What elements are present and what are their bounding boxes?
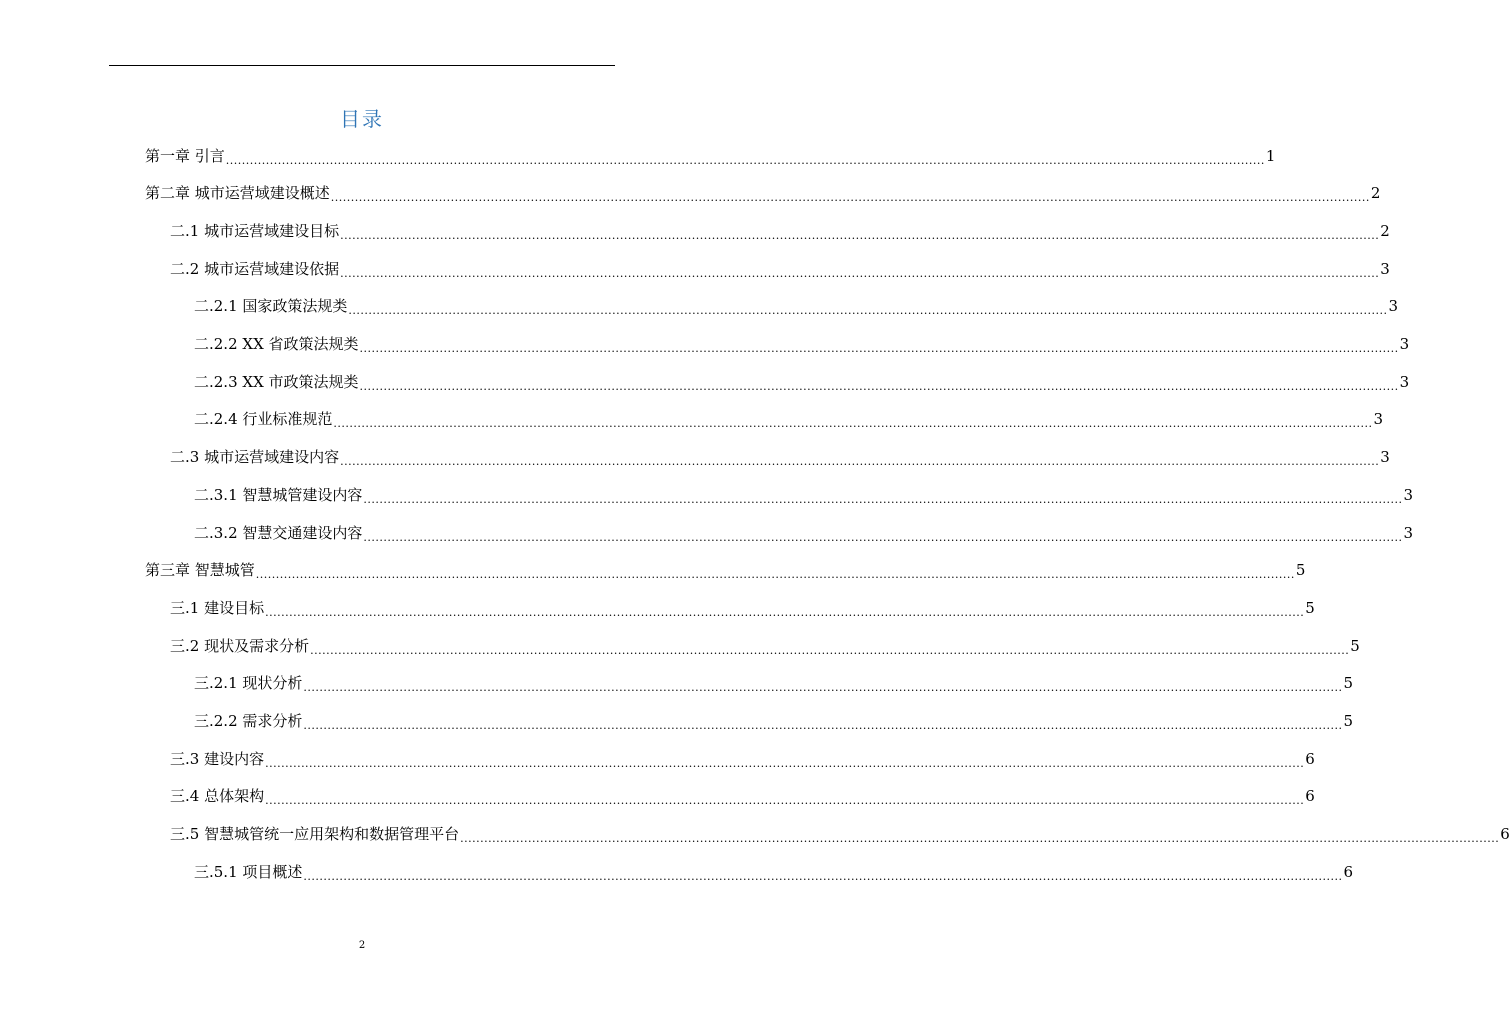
toc-entry-page-number: 5	[1305, 598, 1315, 617]
toc-entry-label: 第三章 智慧城管	[145, 561, 255, 580]
toc-entry-page-number: 3	[1380, 259, 1390, 278]
toc-entry[interactable]	[194, 364, 1410, 400]
toc-title: 目录	[340, 107, 384, 131]
toc-dot-leader: ....................................................................................................................................................................................................................................................................	[340, 266, 1380, 280]
toc-entry-page-number: 5	[1343, 712, 1354, 730]
toc-entry-label: 第二章 城市运营域建设概述	[145, 184, 330, 203]
toc-entry-label: 二.2.3 XX 市政策法规类	[194, 372, 359, 391]
toc-dot-leader: ....................................................................................................................................................................................................................................................................	[303, 719, 1343, 732]
toc-entry-page-number: 3	[1388, 297, 1399, 316]
toc-entry-label: 二.3.2 智慧交通建设内容	[194, 523, 363, 542]
toc-entry[interactable]	[145, 138, 1276, 174]
toc-dot-leader: ....................................................................................................................................................................................................................................................................	[225, 153, 1265, 167]
toc-entry[interactable]	[170, 590, 1315, 626]
toc-entry-label: 三.2 现状及需求分析	[170, 636, 310, 655]
toc-entry-page-number: 3	[1399, 335, 1410, 353]
toc-entry-page-number: 3	[1373, 410, 1384, 429]
toc-entry-page-number: 3	[1403, 485, 1414, 504]
toc-entry-label: 三.5 智慧城管统一应用架构和数据管理平台	[170, 825, 460, 844]
toc-entry-label: 二.2.4 行业标准规范	[194, 410, 333, 429]
toc-entry-label: 三.2.2 需求分析	[194, 712, 303, 730]
toc-dot-leader: ....................................................................................................................................................................................................................................................................	[348, 304, 1388, 318]
toc-entry-page-number: 6	[1305, 749, 1315, 768]
toc-dot-leader: ....................................................................................................................................................................................................................................................................	[330, 191, 1370, 205]
toc-entry[interactable]	[170, 817, 1510, 853]
toc-entry-page-number: 3	[1403, 523, 1414, 542]
toc-entry-label: 二.2.2 XX 省政策法规类	[194, 335, 359, 353]
toc-entry-label: 三.1 建设目标	[170, 598, 265, 617]
toc-entry-page-number: 2	[1380, 221, 1390, 240]
toc-entry-label: 三.5.1 项目概述	[194, 862, 303, 881]
toc-entry-page-number: 3	[1380, 448, 1390, 467]
toc-entry-page-number: 5	[1295, 561, 1306, 580]
toc-entry-page-number: 3	[1399, 372, 1410, 391]
toc-dot-leader: ....................................................................................................................................................................................................................................................................	[340, 228, 1380, 242]
toc-dot-leader: ....................................................................................................................................................................................................................................................................	[255, 568, 1295, 582]
toc-entry[interactable]	[194, 327, 1410, 363]
toc-dot-leader: ....................................................................................................................................................................................................................................................................	[333, 417, 1373, 431]
toc-entry-page-number: 5	[1350, 636, 1360, 655]
toc-entry-label: 三.3 建设内容	[170, 749, 265, 768]
toc-dot-leader: ....................................................................................................................................................................................................................................................................	[460, 832, 1500, 846]
toc-dot-leader: ....................................................................................................................................................................................................................................................................	[265, 756, 1305, 770]
header-rule	[109, 65, 615, 66]
toc-entry[interactable]	[170, 779, 1315, 815]
toc-dot-leader: ....................................................................................................................................................................................................................................................................	[310, 643, 1350, 657]
toc-entry-label: 三.4 总体架构	[170, 787, 265, 806]
toc-entry[interactable]	[170, 213, 1390, 249]
toc-entry[interactable]	[170, 741, 1315, 777]
toc-entry[interactable]	[170, 440, 1390, 476]
toc-dot-leader: ....................................................................................................................................................................................................................................................................	[265, 794, 1305, 808]
toc-entry-label: 二.2.1 国家政策法规类	[194, 297, 348, 316]
toc-entry[interactable]	[145, 553, 1306, 589]
toc-entry-page-number: 6	[1305, 787, 1315, 806]
toc-entry-page-number: 6	[1343, 862, 1354, 881]
toc-entry[interactable]	[194, 854, 1354, 890]
toc-dot-leader: ....................................................................................................................................................................................................................................................................	[303, 681, 1343, 695]
toc-dot-leader: ....................................................................................................................................................................................................................................................................	[359, 379, 1399, 393]
toc-entry[interactable]	[194, 515, 1414, 551]
toc-dot-leader: ....................................................................................................................................................................................................................................................................	[363, 492, 1403, 506]
toc-dot-leader: ....................................................................................................................................................................................................................................................................	[265, 605, 1305, 619]
toc-entry-page-number: 1	[1265, 146, 1276, 165]
toc-entry[interactable]	[194, 704, 1354, 740]
toc-entry-page-number: 5	[1343, 674, 1354, 693]
toc-dot-leader: ....................................................................................................................................................................................................................................................................	[359, 342, 1399, 355]
footer-page-number: 2	[358, 940, 366, 951]
toc-entry-label: 二.2 城市运营域建设依据	[170, 259, 340, 278]
toc-entry[interactable]	[194, 477, 1414, 513]
toc-entry-page-number: 6	[1500, 825, 1510, 844]
toc-dot-leader: ....................................................................................................................................................................................................................................................................	[303, 869, 1343, 883]
toc-entry[interactable]	[145, 176, 1381, 212]
toc-dot-leader: ....................................................................................................................................................................................................................................................................	[363, 530, 1403, 544]
toc-entry[interactable]	[170, 628, 1360, 664]
toc-entry-page-number: 2	[1370, 184, 1381, 203]
toc-entry[interactable]	[170, 251, 1390, 287]
toc-entry[interactable]	[194, 289, 1399, 325]
toc-dot-leader: ....................................................................................................................................................................................................................................................................	[340, 455, 1380, 469]
toc-entry[interactable]	[194, 666, 1354, 702]
toc-entry-label: 二.1 城市运营域建设目标	[170, 221, 340, 240]
toc-entry-label: 三.2.1 现状分析	[194, 674, 303, 693]
toc-entry-label: 二.3 城市运营域建设内容	[170, 448, 340, 467]
toc-entry[interactable]	[194, 402, 1384, 438]
toc-entry-label: 二.3.1 智慧城管建设内容	[194, 485, 363, 504]
toc-entry-label: 第一章 引言	[145, 146, 225, 165]
